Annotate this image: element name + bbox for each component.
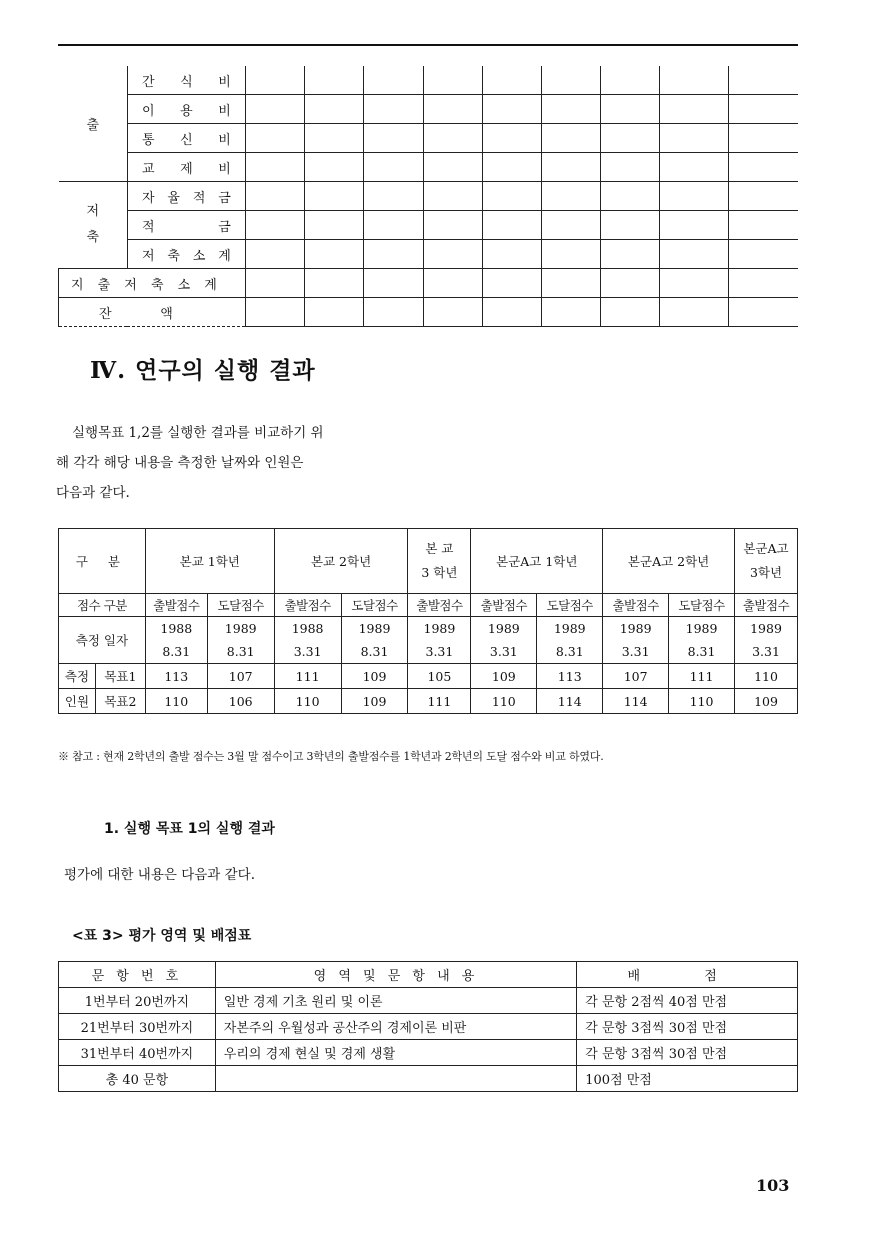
score-kind: 도달점수 [207, 594, 274, 617]
budget-item: 자 율 적 금 [127, 182, 245, 211]
score-kind: 출발점수 [603, 594, 669, 617]
date-cell: 1989 3.31 [471, 617, 537, 664]
question-range: 1번부터 20번까지 [59, 988, 216, 1014]
group-header: 본군A고 1학년 [471, 529, 603, 594]
question-area: 자본주의 우월성과 공산주의 경제이론 비판 [215, 1014, 576, 1040]
section-title: Ⅳ. 연구의 실행 결과 [90, 357, 316, 384]
score-kind: 출발점수 [274, 594, 341, 617]
table-header-row [59, 962, 798, 988]
score-kind: 도달점수 [341, 594, 408, 617]
question-area: 우리의 경제 현실 및 경제 생활 [215, 1040, 576, 1066]
date-label: 측정 일자 [59, 617, 146, 664]
date-cell: 1989 8.31 [537, 617, 603, 664]
table-row [59, 1066, 798, 1092]
question-area: 일반 경제 기초 원리 및 이론 [215, 988, 576, 1014]
score-kind: 출발점수 [471, 594, 537, 617]
evaluation-table [58, 961, 798, 1092]
column-header: 배 점 [577, 962, 798, 988]
saving-category: 저 축 [59, 182, 128, 269]
budget-row [59, 269, 799, 298]
table-row [59, 988, 798, 1014]
goal2-value: 110 [669, 689, 735, 714]
score-kind: 출발점수 [735, 594, 798, 617]
date-cell: 1989 3.31 [735, 617, 798, 664]
goal1-row [59, 664, 798, 689]
budget-balance-label: 잔 액 [59, 298, 246, 327]
budget-row [59, 66, 799, 95]
score-table [58, 528, 798, 714]
goal2-row [59, 689, 798, 714]
goal2-value: 114 [603, 689, 669, 714]
goal1-value: 107 [603, 664, 669, 689]
question-area [215, 1066, 576, 1092]
top-rule [58, 44, 798, 46]
count-label: 측정 [59, 664, 96, 689]
table-row [59, 1014, 798, 1040]
date-cell: 1989 8.31 [207, 617, 274, 664]
goal2-value: 110 [471, 689, 537, 714]
goal1-value: 113 [145, 664, 207, 689]
group-header: 본교 1학년 [145, 529, 274, 594]
date-row [59, 617, 798, 664]
score-header-row [59, 529, 798, 594]
body-line: 다음과 같다. [56, 485, 130, 501]
date-cell: 1989 8.31 [341, 617, 408, 664]
budget-item: 이 용 비 [127, 95, 245, 124]
budget-row [59, 153, 799, 182]
table-caption: <표 3> 평가 영역 및 배점표 [72, 928, 252, 944]
budget-row [59, 298, 799, 327]
score-kind: 도달점수 [537, 594, 603, 617]
table-row [59, 1040, 798, 1066]
goal2-value: 114 [537, 689, 603, 714]
question-range: 21번부터 30번까지 [59, 1014, 216, 1040]
score-kind-row [59, 594, 798, 617]
goal1-value: 109 [341, 664, 408, 689]
group-header: 본군A고 3학년 [735, 529, 798, 594]
budget-row [59, 124, 799, 153]
date-cell: 1989 3.31 [603, 617, 669, 664]
budget-item: 저 축 소 계 [127, 240, 245, 269]
budget-item: 간 식 비 [127, 66, 245, 95]
score-allocation: 100점 만점 [577, 1066, 798, 1092]
budget-table [58, 66, 798, 327]
date-cell: 1989 3.31 [408, 617, 471, 664]
subsection-title: 1. 실행 목표 1의 실행 결과 [104, 821, 275, 837]
score-kind: 도달점수 [669, 594, 735, 617]
goal-label: 목표2 [95, 689, 145, 714]
body-line: 실행목표 1,2를 실행한 결과를 비교하기 위 [72, 425, 324, 441]
budget-total-label: 지 출 저 축 소 계 [59, 269, 246, 298]
page-number: 103 [756, 1176, 790, 1195]
goal1-value: 113 [537, 664, 603, 689]
date-cell: 1989 8.31 [669, 617, 735, 664]
budget-item: 적 금 [127, 211, 245, 240]
score-kind: 출발점수 [145, 594, 207, 617]
budget-row [59, 95, 799, 124]
score-kind: 출발점수 [408, 594, 471, 617]
body-line: 해 각각 해당 내용을 측정한 날짜와 인원은 [56, 455, 304, 471]
goal1-value: 105 [408, 664, 471, 689]
goal2-value: 110 [145, 689, 207, 714]
goal1-value: 107 [207, 664, 274, 689]
score-allocation: 각 문항 3점씩 30점 만점 [577, 1040, 798, 1066]
question-range: 31번부터 40번까지 [59, 1040, 216, 1066]
budget-row [59, 182, 799, 211]
budget-item: 통 신 비 [127, 124, 245, 153]
group-header: 본교 2학년 [274, 529, 408, 594]
column-header: 문 항 번 호 [59, 962, 216, 988]
budget-item: 교 제 비 [127, 153, 245, 182]
question-range: 총 40 문항 [59, 1066, 216, 1092]
score-allocation: 각 문항 3점씩 30점 만점 [577, 1014, 798, 1040]
group-header: 본군A고 2학년 [603, 529, 735, 594]
goal1-value: 111 [274, 664, 341, 689]
budget-row [59, 240, 799, 269]
date-cell: 1988 8.31 [145, 617, 207, 664]
score-kind-label: 점수 구분 [59, 594, 146, 617]
reference-note: ※ 참고 : 현재 2학년의 출발 점수는 3월 말 점수이고 3학년의 출발점수를 1학년과 2학년의 도달 점수와 비교 하였다. [58, 750, 604, 763]
goal2-value: 109 [341, 689, 408, 714]
goal2-value: 109 [735, 689, 798, 714]
count-label: 인원 [59, 689, 96, 714]
goal-label: 목표1 [95, 664, 145, 689]
date-cell: 1988 3.31 [274, 617, 341, 664]
goal1-value: 110 [735, 664, 798, 689]
expense-category: 출 [59, 66, 128, 182]
score-corner: 구 분 [59, 529, 146, 594]
goal2-value: 106 [207, 689, 274, 714]
goal2-value: 110 [274, 689, 341, 714]
budget-row [59, 211, 799, 240]
group-header: 본 교 3 학년 [408, 529, 471, 594]
section-body [56, 418, 406, 508]
score-allocation: 각 문항 2점씩 40점 만점 [577, 988, 798, 1014]
goal1-value: 109 [471, 664, 537, 689]
subsection-body: 평가에 대한 내용은 다음과 같다. [64, 867, 255, 883]
column-header: 영 역 및 문 항 내 용 [215, 962, 576, 988]
goal1-value: 111 [669, 664, 735, 689]
goal2-value: 111 [408, 689, 471, 714]
